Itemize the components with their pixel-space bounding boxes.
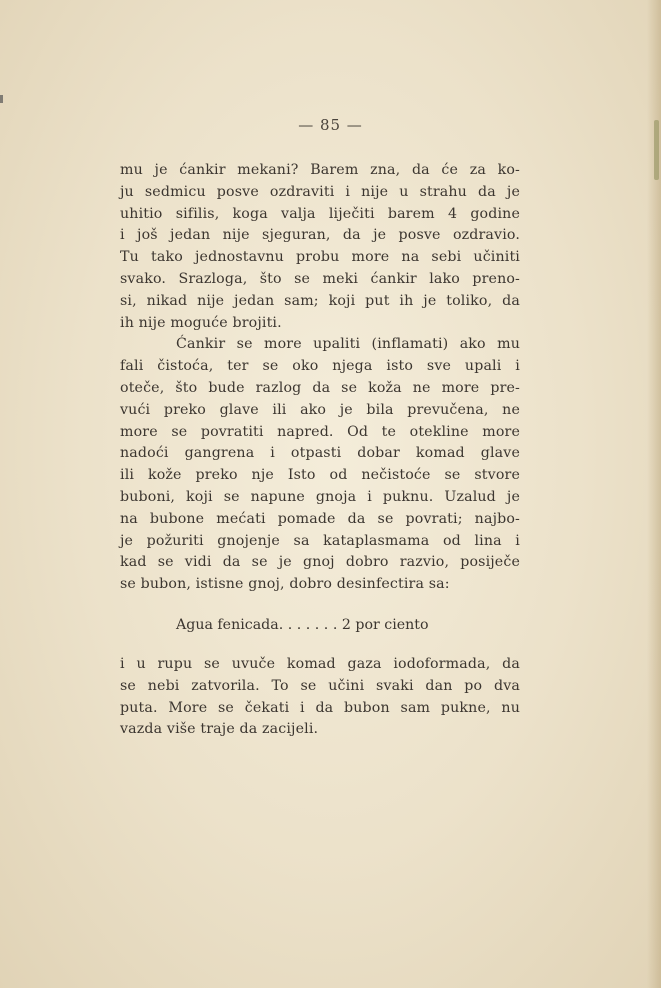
- text-line: vući preko glave ili ako je bila prevučena, ne: [120, 401, 520, 418]
- text-line: nadoći gangrena i otpasti dobar komad glave: [120, 445, 520, 462]
- page-edge-mark: [0, 95, 3, 103]
- text-line: si, nikad nije jedan sam; koji put ih je toliko, da: [120, 292, 520, 309]
- text-line: kad se vidi da se je gnoj dobro razvio, posiječe: [120, 554, 520, 571]
- text-line: puta. More se čekati i da bubon sam pukne, nu: [120, 699, 520, 716]
- text-line: oteče, što bude razlog da se koža ne more pre-: [120, 379, 520, 396]
- text-line: uhitio sifilis, koga valja liječiti barem 4 godine: [120, 205, 520, 222]
- text-line: se bubon, istisne gnoj, dobro desinfectira sa:: [120, 576, 450, 593]
- text-line: buboni, koji se napune gnoja i puknu. Uzalud je: [120, 488, 520, 505]
- text-line: ju sedmicu posve ozdraviti i nije u strahu da je: [120, 183, 520, 200]
- text-line: fali čistoća, ter se oko njega isto sve upali i: [120, 358, 520, 375]
- text-line: vazda više traje da zacijeli.: [120, 721, 319, 738]
- page-number: — 85 —: [298, 116, 363, 134]
- text-line: svako. Srazloga, što se meki ćankir lako preno-: [120, 270, 520, 287]
- text-line: more se povratiti napred. Od te otekline more: [120, 423, 520, 440]
- text-line: ili kože preko nje Isto od nečistoće se stvore: [120, 467, 520, 484]
- text-line: mu je ćankir mekani? Barem zna, da će za ko-: [120, 162, 520, 178]
- text-line: ih nije moguće brojiti.: [120, 314, 282, 331]
- text-line: Ćankir se more upaliti (inflamati) ako mu: [176, 336, 520, 353]
- text-line: na bubone mećati pomade da se povrati; najbo-: [120, 510, 520, 527]
- body-text: [120, 160, 520, 741]
- text-line: i u rupu se uvuče komad gaza iodoformada, da: [120, 655, 520, 672]
- formula-line: Agua fenicada. . . . . . . 2 por ciento: [176, 616, 429, 633]
- text-line: je požuriti gnojenje sa kataplasmama od lina i: [120, 532, 520, 549]
- text-line: i još jedan nije sjeguran, da je posve ozdravio.: [120, 227, 520, 244]
- text-line: Tu tako jednostavnu probu more na sebi učiniti: [120, 249, 520, 266]
- text-line: se nebi zatvorila. To se učini svaki dan po dva: [120, 677, 520, 694]
